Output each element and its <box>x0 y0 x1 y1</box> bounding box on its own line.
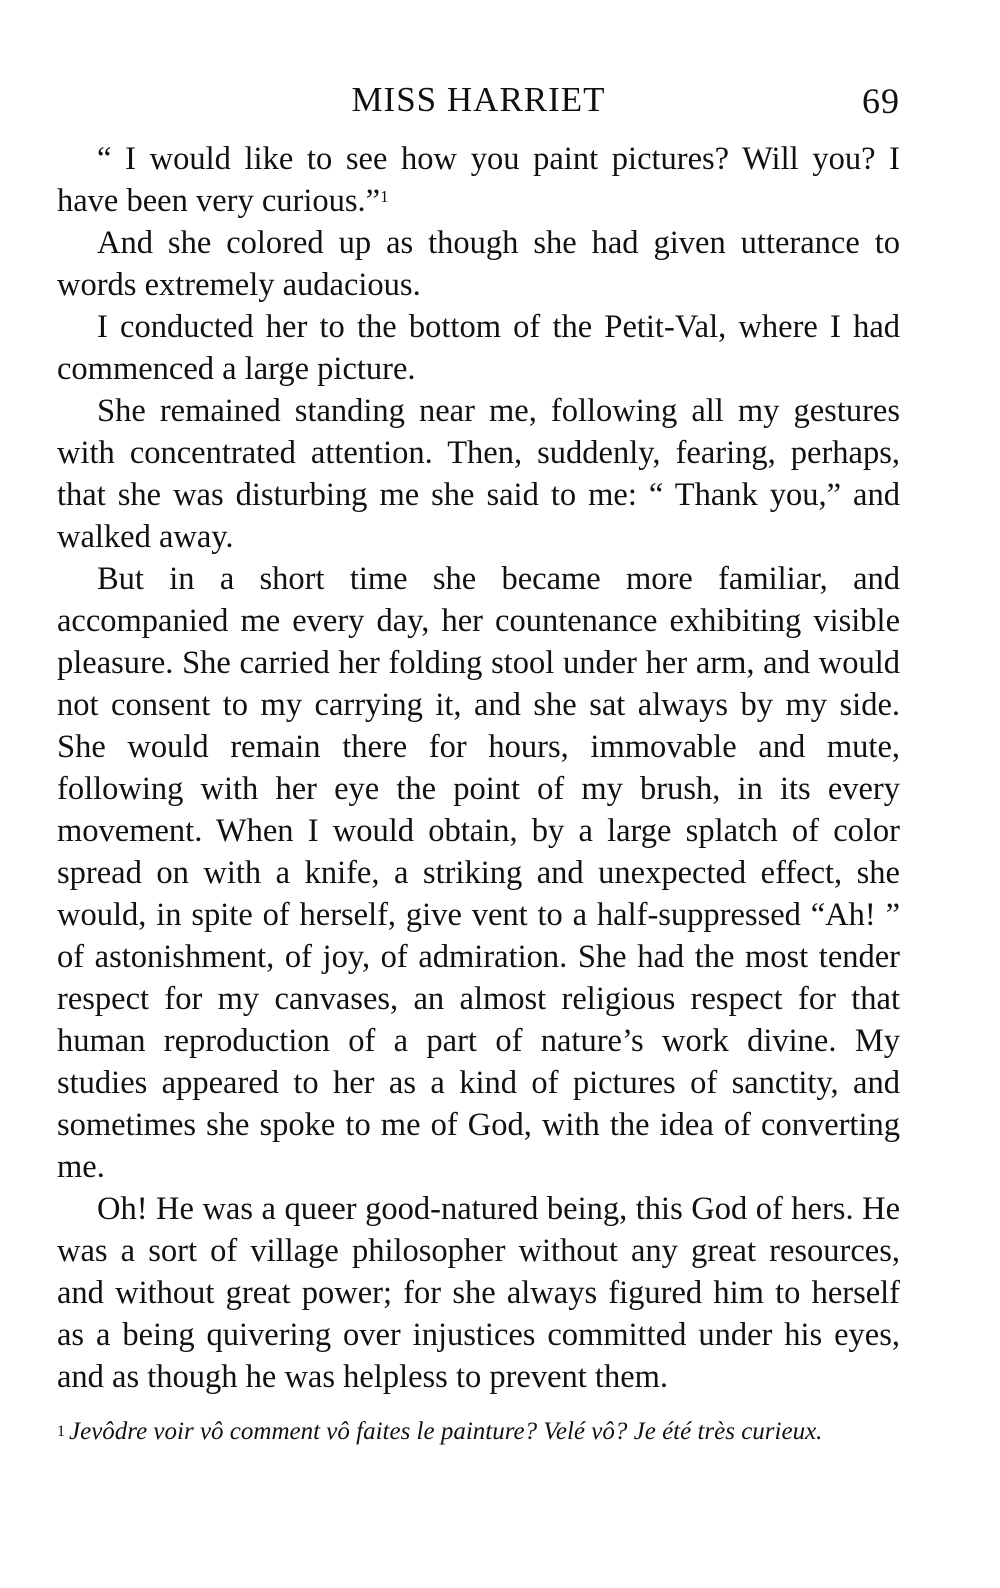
body-text <box>57 138 900 1398</box>
footnote-text: Jevôdre voir vô comment vô faites le painture? Velé vô? Je été très curieux. <box>69 1418 823 1445</box>
page-number: 69 <box>862 81 900 121</box>
paragraph <box>57 138 900 222</box>
paragraph: And she colored up as though she had given utterance to words extremely audacious. <box>57 225 900 303</box>
paragraph: But in a short time she became more familiar, and accompanied me every day, her countenance exhibiting visible pleasure. She carried her folding stool under her arm, and would not consent to my carrying it, and she sat always by my side. She would remain there for hours, immovable and mute, following with her eye the point of my brush, in its every movement. When I would obtain, by a large splatch of color spread on with a knife, a striking and unexpected effect, she would, in spite of herself, give vent to a half-suppressed “Ah! ” of astonishment, of joy, of admiration. She had the most tender respect for my canvases, an almost religious respect for that human reproduction of a part of nature’s work divine. My studies appeared to her as a kind of pictures of sanctity, and sometimes she spoke to me of God, with the idea of converting me. <box>57 561 900 1185</box>
footnote <box>57 1416 900 1448</box>
running-head <box>57 80 900 130</box>
paragraph: Oh! He was a queer good-natured being, this God of hers. He was a sort of village philosopher without any great resources, and without great power; for she always figured him to herself as a being quivering over injustices committed under his eyes, and as though he was helpless to prevent them. <box>57 1191 900 1395</box>
footnote-mark: 1 <box>57 1423 65 1440</box>
paragraph-text: “ I would like to see how you paint pictures? Will you? I have been very curious.” <box>57 141 900 219</box>
paragraph: I conducted her to the bottom of the Petit-Val, where I had commenced a large picture. <box>57 309 900 387</box>
chapter-title: MISS HARRIET <box>351 80 606 119</box>
footnote-reference: 1 <box>380 187 389 206</box>
book-page <box>57 80 900 1448</box>
paragraph: She remained standing near me, following all my gestures with concentrated attention. Then, suddenly, fearing, perhaps, that she was disturbing me she said to me: “ Thank you,” and walked away. <box>57 393 900 555</box>
